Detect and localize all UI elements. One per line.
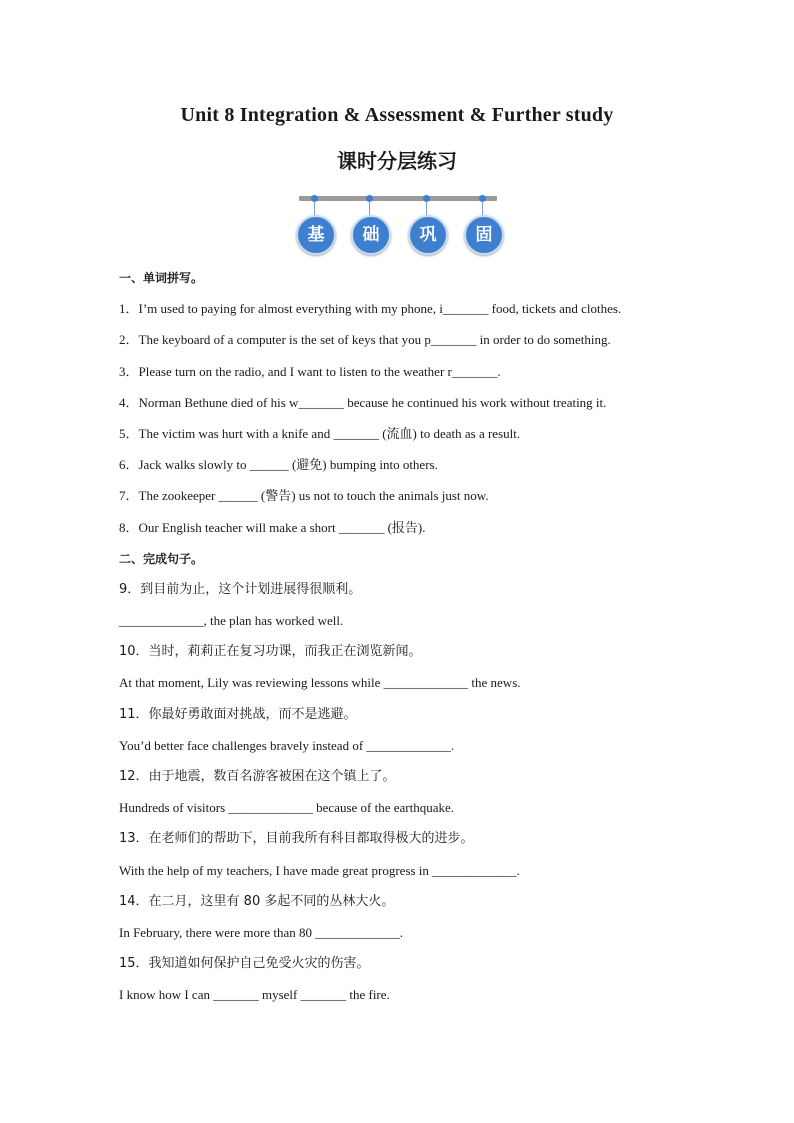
banner-char: 巩 (408, 215, 448, 255)
banner-item (350, 190, 390, 256)
sentence-answer-en: With the help of my teachers, I have made great progress in _____________. (119, 862, 520, 878)
banner-item (295, 190, 335, 256)
section-heading-sentences: 二、完成句子。 (119, 551, 204, 566)
sentence-prompt-cn: 14．在二月，这里有 80 多起不同的丛林大火。 (119, 893, 395, 909)
sentence-answer-en: At that moment, Lily was reviewing lessons while _____________ the news. (119, 675, 521, 691)
document-subtitle: 课时分层练习 (337, 149, 457, 173)
sentence-answer-en: _____________, the plan has worked well. (119, 613, 344, 629)
spelling-item: 8．Our English teacher will make a short _______ (报告). (119, 519, 426, 535)
section-heading-spelling: 一、单词拼写。 (119, 271, 204, 285)
spelling-item: 4．Norman Bethune died of his w_______ because he continued his work without treating it. (119, 394, 607, 410)
section-banner (295, 190, 501, 256)
spelling-item: 1．I’m used to paying for almost everything with my phone, i_______ food, tickets and clothes. (119, 301, 622, 317)
sentence-prompt-cn: 11．你最好勇敢面对挑战，而不是逃避。 (119, 706, 357, 722)
banner-item (407, 190, 447, 256)
banner-item (463, 190, 503, 256)
banner-char: 固 (464, 215, 504, 255)
sentence-answer-en: In February, there were more than 80 _____________. (119, 924, 403, 940)
sentence-answer-en: You’d better face challenges bravely instead of _____________. (119, 737, 455, 753)
sentence-prompt-cn: 15．我知道如何保护自己免受火灾的伤害。 (119, 956, 370, 972)
document-title: Unit 8 Integration & Assessment & Further study (180, 104, 614, 126)
spelling-item: 2．The keyboard of a computer is the set of keys that you p_______ in order to do something. (119, 332, 611, 348)
sentence-answer-en: I know how I can _______ myself _______ the fire. (119, 987, 390, 1003)
banner-char: 基 (296, 215, 336, 255)
sentence-prompt-cn: 10．当时，莉莉正在复习功课，而我正在浏览新闻。 (119, 644, 422, 660)
sentence-prompt-cn: 12．由于地震，数百名游客被困在这个镇上了。 (119, 769, 396, 784)
exercise-body (119, 268, 699, 1017)
spelling-item: 5．The victim was hurt with a knife and _______ (流血) to death as a result. (119, 425, 521, 441)
sentence-answer-en: Hundreds of visitors _____________ because of the earthquake. (119, 800, 455, 816)
sentence-prompt-cn: 9．到目前为止，这个计划进展得很顺利。 (119, 581, 362, 597)
spelling-item: 7．The zookeeper ______ (警告) us not to touch the animals just now. (119, 488, 489, 504)
spelling-item: 6．Jack walks slowly to ______ (避免) bumping into others. (119, 457, 438, 473)
spelling-item: 3．Please turn on the radio, and I want to listen to the weather r_______. (119, 363, 501, 379)
banner-char: 础 (351, 215, 391, 255)
sentence-prompt-cn: 13．在老师们的帮助下，目前我所有科目都取得极大的进步。 (119, 831, 474, 847)
